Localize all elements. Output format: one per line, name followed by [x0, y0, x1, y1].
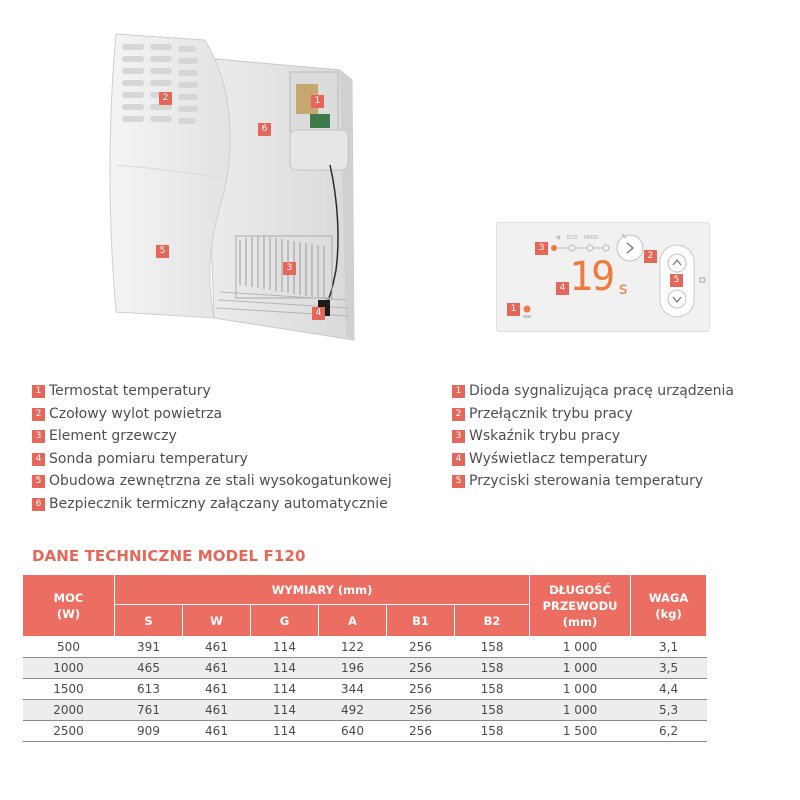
legend-number: 3 — [452, 430, 465, 443]
legend-number: 2 — [452, 408, 465, 421]
legend-number: 3 — [32, 430, 45, 443]
legend-text: Termostat temperatury — [49, 383, 211, 399]
cell-s: 391 — [115, 637, 183, 658]
panel-callout-4: 4 — [556, 282, 569, 295]
legend-number: 4 — [32, 453, 45, 466]
cell-moc: 1000 — [23, 658, 115, 679]
cell-b2: 158 — [455, 721, 530, 742]
table-row — [23, 700, 707, 721]
heater-callout-3: 3 — [283, 262, 296, 275]
legend-item — [32, 384, 392, 407]
header-b1: B1 — [387, 605, 455, 637]
legend-item — [452, 429, 734, 452]
cell-a: 492 — [319, 700, 387, 721]
cell-w: 461 — [183, 721, 251, 742]
cell-dlugosc: 1 000 — [530, 658, 631, 679]
table-title: DANE TECHNICZNE MODEL F120 — [32, 547, 306, 565]
cell-s: 613 — [115, 679, 183, 700]
header-waga — [631, 575, 707, 637]
legend-number: 5 — [452, 475, 465, 488]
cell-waga: 5,3 — [631, 700, 707, 721]
cell-b1: 256 — [387, 700, 455, 721]
cell-b2: 158 — [455, 658, 530, 679]
legend-text: Bezpiecznik termiczny załączany automatycznie — [49, 495, 388, 512]
heater-callout-5: 5 — [156, 245, 169, 258]
legend-item — [452, 407, 734, 430]
header-moc — [23, 575, 115, 637]
spec-table — [22, 574, 707, 742]
cell-b1: 256 — [387, 721, 455, 742]
heater-callout-6: 6 — [258, 123, 271, 136]
cell-dlugosc: 1 000 — [530, 679, 631, 700]
cell-g: 114 — [251, 700, 319, 721]
cell-b2: 158 — [455, 679, 530, 700]
heater-legend — [32, 384, 392, 519]
legend-item — [32, 452, 392, 475]
legend-item — [452, 452, 734, 475]
table-row — [23, 721, 707, 742]
legend-item — [32, 497, 392, 520]
header-a: A — [319, 605, 387, 637]
temperature-unit: s — [618, 279, 629, 299]
header-dlugosc-line1: DŁUGOŚĆ — [549, 582, 611, 597]
cell-w: 461 — [183, 637, 251, 658]
legend-number: 5 — [32, 475, 45, 488]
cell-w: 461 — [183, 700, 251, 721]
cell-dlugosc: 1 500 — [530, 721, 631, 742]
cell-g: 114 — [251, 721, 319, 742]
legend-text: Sonda pomiaru temperatury — [49, 450, 248, 467]
panel-callout-3: 3 — [535, 242, 548, 255]
cell-s: 909 — [115, 721, 183, 742]
panel-callout-5: 5 — [670, 274, 683, 287]
legend-text: Dioda sygnalizująca pracę urządzenia — [469, 383, 734, 399]
legend-item — [32, 474, 392, 497]
header-b2: B2 — [455, 605, 530, 637]
header-g: G — [251, 605, 319, 637]
legend-text: Przełącznik trybu pracy — [469, 405, 633, 422]
temperature-display: 19 — [569, 254, 614, 300]
panel-callout-1: 1 — [507, 303, 520, 316]
cell-s: 761 — [115, 700, 183, 721]
legend-text: Element grzewczy — [49, 428, 177, 444]
legend-item — [32, 407, 392, 430]
legend-number: 4 — [452, 453, 465, 466]
cell-g: 114 — [251, 679, 319, 700]
cell-a: 344 — [319, 679, 387, 700]
legend-number: 2 — [32, 408, 45, 421]
mode-label-eco: ECO — [567, 235, 578, 241]
header-dlugosc-line3: (mm) — [562, 614, 598, 629]
header-wymiary: WYMIARY (mm) — [115, 575, 530, 605]
cell-b1: 256 — [387, 658, 455, 679]
table-row — [23, 637, 707, 658]
table-header-row — [23, 575, 707, 605]
panel-callout-2: 2 — [644, 250, 657, 263]
cell-waga: 4,4 — [631, 679, 707, 700]
legend-text: Czołowy wylot powietrza — [49, 405, 223, 422]
mode-label-prog: PROG — [584, 235, 599, 241]
legend-text: Obudowa zewnętrzna ze stali wysokogatunkowej — [49, 473, 392, 489]
cell-waga: 3,5 — [631, 658, 707, 679]
panel-legend — [452, 384, 734, 497]
cell-s: 465 — [115, 658, 183, 679]
cell-g: 114 — [251, 658, 319, 679]
cell-a: 196 — [319, 658, 387, 679]
legend-item — [452, 474, 734, 497]
header-waga-line1: WAGA — [648, 590, 689, 605]
legend-text: Przyciski sterowania temperatury — [469, 473, 704, 489]
cell-b1: 256 — [387, 679, 455, 700]
cell-w: 461 — [183, 679, 251, 700]
cell-a: 122 — [319, 637, 387, 658]
heater-callout-4: 4 — [312, 307, 325, 320]
cell-dlugosc: 1 000 — [530, 637, 631, 658]
header-dlugosc-line2: PRZEWODU — [542, 598, 618, 613]
header-w: W — [183, 605, 251, 637]
legend-item — [32, 429, 392, 452]
legend-text: Wskaźnik trybu pracy — [469, 428, 621, 444]
legend-number: 6 — [32, 498, 45, 511]
cell-g: 114 — [251, 637, 319, 658]
heater-callout-1: 1 — [311, 95, 324, 108]
header-moc-line2: (W) — [56, 606, 81, 621]
cell-moc: 500 — [23, 637, 115, 658]
table-row — [23, 658, 707, 679]
heater-callout-2: 2 — [159, 92, 172, 105]
legend-number: 1 — [32, 385, 45, 398]
cell-w: 461 — [183, 658, 251, 679]
legend-text: Wyświetlacz temperatury — [469, 450, 648, 467]
cell-moc: 1500 — [23, 679, 115, 700]
header-waga-line2: (kg) — [655, 606, 682, 621]
cell-waga: 6,2 — [631, 721, 707, 742]
header-moc-line1: MOC — [53, 590, 84, 605]
table-row — [23, 679, 707, 700]
header-s: S — [115, 605, 183, 637]
cell-moc: 2000 — [23, 700, 115, 721]
control-panel — [496, 222, 710, 332]
header-dlugosc — [530, 575, 631, 637]
legend-number: 1 — [452, 385, 465, 398]
cell-dlugosc: 1 000 — [530, 700, 631, 721]
cell-moc: 2500 — [23, 721, 115, 742]
cell-waga: 3,1 — [631, 637, 707, 658]
legend-item — [452, 384, 734, 407]
cell-a: 640 — [319, 721, 387, 742]
cell-b2: 158 — [455, 700, 530, 721]
cell-b1: 256 — [387, 637, 455, 658]
cell-b2: 158 — [455, 637, 530, 658]
